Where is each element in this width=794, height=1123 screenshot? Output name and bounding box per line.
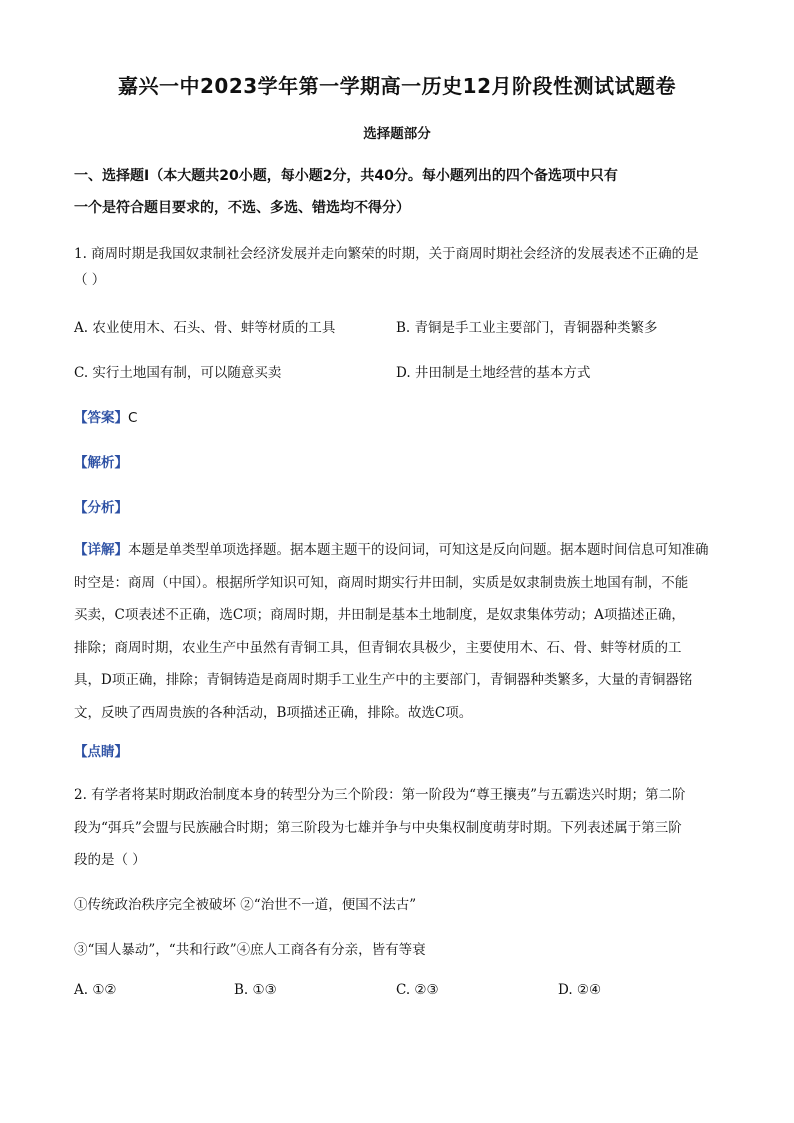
question-1-jiexi xyxy=(74,451,724,471)
question-2-option-d: D. ②④ xyxy=(558,982,602,998)
question-1-options-row-2 xyxy=(74,361,724,383)
question-1-detail xyxy=(74,534,724,729)
question-1-dianjing xyxy=(74,740,724,760)
jiexi-tag: 【解析】 xyxy=(74,455,128,471)
question-1-option-d: D. 井田制是土地经营的基本方式 xyxy=(396,365,591,381)
question-2-items-line-1 xyxy=(74,893,724,913)
question-1-option-b: B. 青铜是手工业主要部门，青铜器种类繁多 xyxy=(396,320,658,336)
answer-tag: 【答案】 xyxy=(74,410,128,426)
question-1-answer xyxy=(74,406,724,426)
question-2-items-1: ①传统政治秩序完全被破坏 ②“治世不一道，便国不法古” xyxy=(74,897,417,913)
question-1-stem-line-1: 1. 商周时期是我国奴隶制社会经济发展并走向繁荣的时期，关于商周时期社会经济的发展表述不正确的是 xyxy=(74,246,699,262)
question-1-options-row-1 xyxy=(74,316,724,338)
instructions xyxy=(74,160,724,224)
section-title: 选择题部分 xyxy=(363,126,431,142)
question-2-stem-line-3: 段的是（ ） xyxy=(74,852,146,868)
detail-line-1 xyxy=(74,534,724,567)
question-2-stem-line-1: 2. 有学者将某时期政治制度本身的转型分为三个阶段：第一阶段为“尊王攘夷”与五霸迭兴时期；第二阶 xyxy=(74,787,686,803)
question-1-fenxi xyxy=(74,496,724,516)
question-2-stem xyxy=(74,779,724,877)
instructions-line-2: 一个是符合题目要求的，不选、多选、错选均不得分） xyxy=(74,200,410,216)
detail-tag: 【详解】 xyxy=(74,542,128,558)
question-2-option-b: B. ①③ xyxy=(234,982,277,998)
detail-line-6: 文，反映了西周贵族的各种活动，B项描述正确，排除。故选C项。 xyxy=(74,704,473,721)
question-2-option-a: A. ①② xyxy=(74,982,117,998)
answer-value: C xyxy=(128,410,138,426)
question-1-option-a: A. 农业使用木、石头、骨、蚌等材质的工具 xyxy=(74,320,336,336)
detail-line-2: 时空是：商周（中国）。根据所学知识可知，商周时期实行井田制，实质是奴隶制贵族土地国有制，不能 xyxy=(74,574,689,591)
question-1-stem xyxy=(74,241,724,293)
fenxi-tag: 【分析】 xyxy=(74,500,128,516)
page-title: 嘉兴一中2023学年第一学期高一历史12月阶段性测试试题卷 xyxy=(118,74,676,98)
question-1-stem-line-2: （ ） xyxy=(74,272,106,288)
question-2-stem-line-2: 段为“弭兵”会盟与民族融合时期；第三阶段为七雄并争与中央集权制度萌芽时期。下列表述属于第三阶 xyxy=(74,819,682,836)
detail-line-1-text: 本题是单类型单项选择题。据本题主题干的设问词，可知这是反向问题。据本题时间信息可知准确 xyxy=(128,542,709,558)
instructions-line-1: 一、选择题Ⅰ（本大题共20小题，每小题2分，共40分。每小题列出的四个备选项中只有 xyxy=(74,168,618,184)
detail-line-4: 排除；商周时期，农业生产中虽然有青铜工具，但青铜农具极少，主要使用木、石、骨、蚌等材质的工 xyxy=(74,639,682,656)
detail-line-5: 具，D项正确，排除；青铜铸造是商周时期手工业生产中的主要部门，青铜器种类繁多，大量的青铜器铭 xyxy=(74,672,693,688)
dianjing-tag: 【点睛】 xyxy=(74,744,128,760)
question-2-option-c: C. ②③ xyxy=(396,982,439,998)
question-2-items-line-2 xyxy=(74,938,724,958)
question-1-option-c: C. 实行土地国有制，可以随意买卖 xyxy=(74,365,282,381)
detail-line-3: 买卖，C项表述不正确，选C项；商周时期，井田制是基本土地制度，是奴隶集体劳动；A项描述正确， xyxy=(74,607,685,623)
question-2-items-2: ③“国人暴动”，“共和行政”④庶人工商各有分亲，皆有等衰 xyxy=(74,942,426,958)
question-2-options xyxy=(74,982,724,1004)
